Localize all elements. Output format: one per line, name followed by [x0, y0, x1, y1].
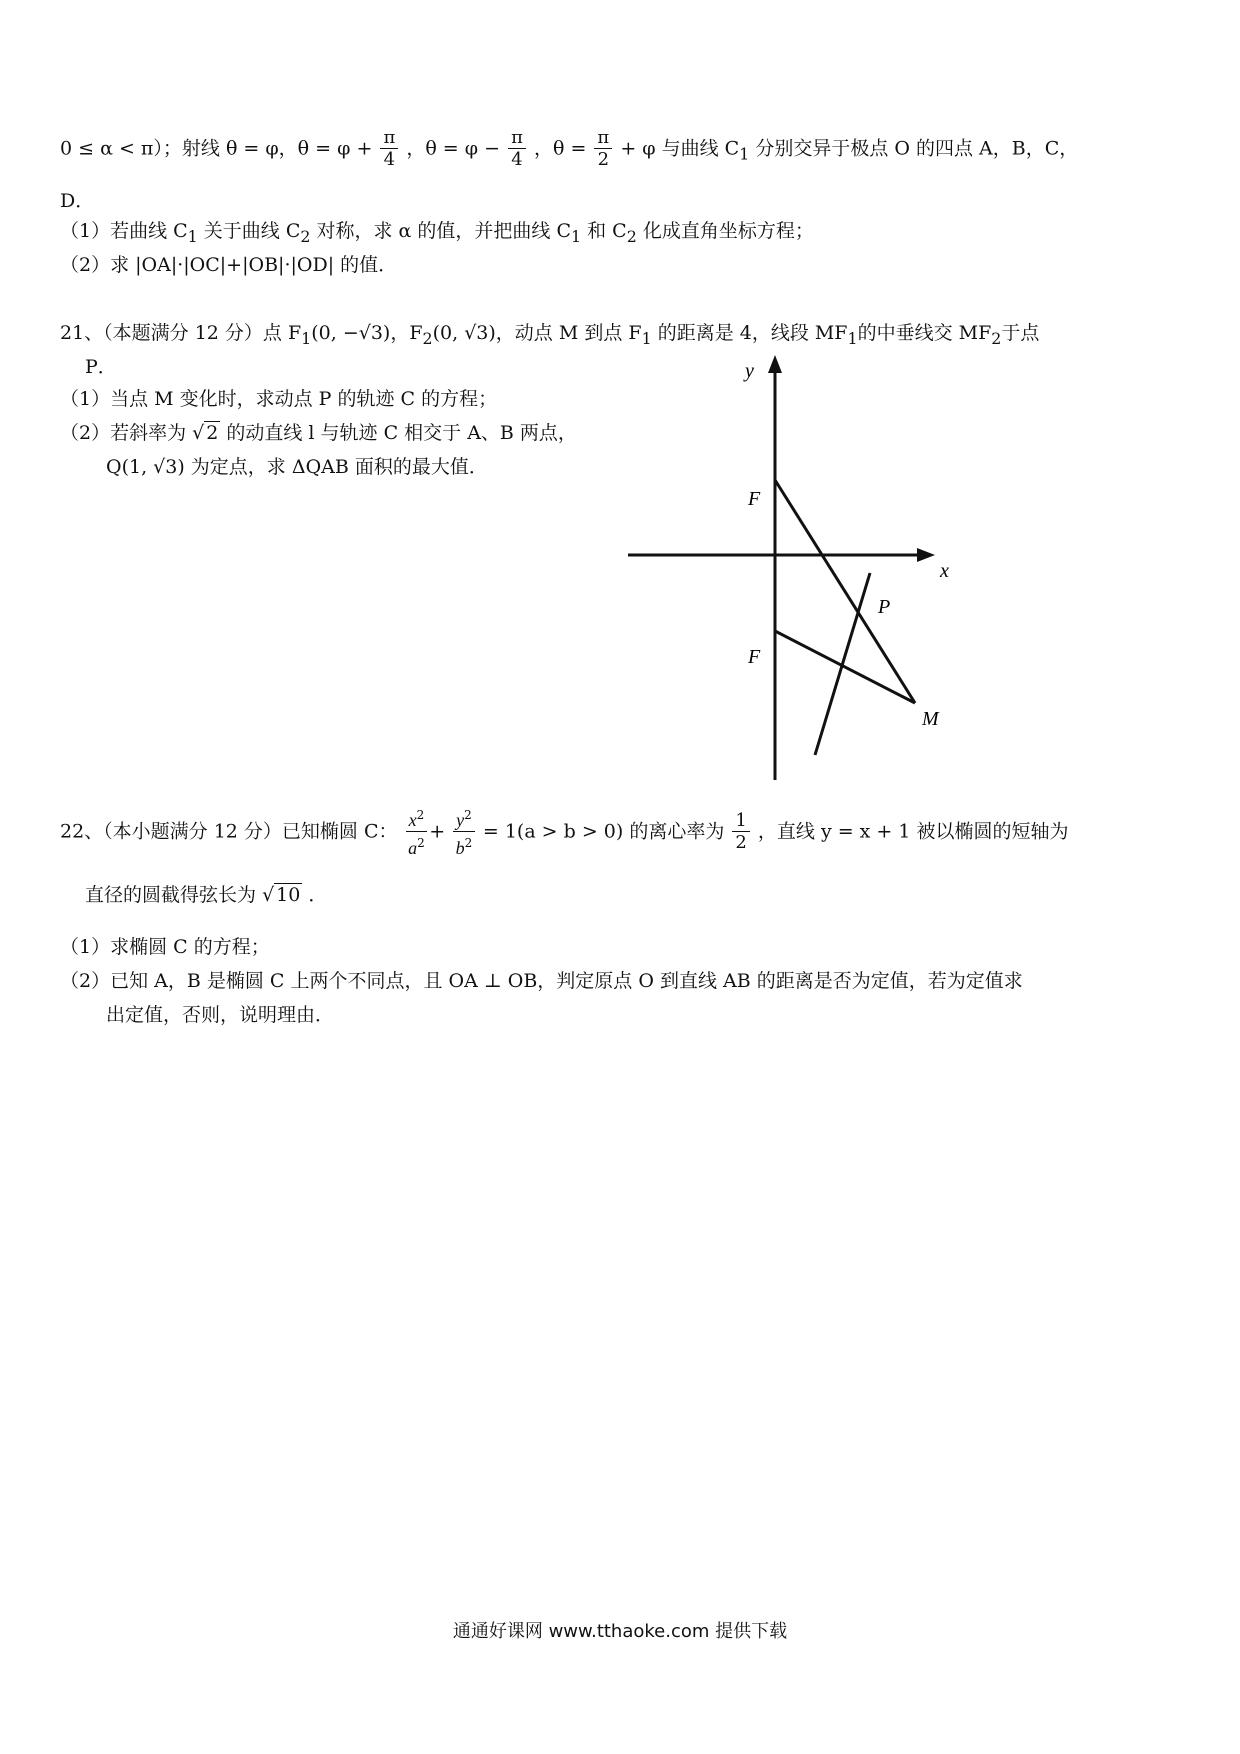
q22-line2: 直径的圆截得弦长为 √ 10 ． — [85, 880, 327, 910]
sqrt-10: √ 10 — [262, 884, 301, 906]
q20-part2: （2）求 |OA|·|OC|+|OB|·|OD| 的值． — [60, 254, 398, 276]
q21-part2: （2）若斜率为 √ 2 的动直线 l 与轨迹 C 相交于 A、B 两点， — [60, 418, 577, 448]
q20-text-e: 分别交异于极点 O 的四点 A，B，C， — [755, 137, 1079, 160]
f-upper-label: F — [748, 488, 761, 510]
q21-line2: P． — [85, 356, 117, 378]
f-lower-label: F — [748, 646, 761, 668]
q20-text-c: ，θ = — [533, 137, 587, 160]
q20-part1: （1）若曲线 $C_1$ 关于曲线 $C_2$ 对称，求 α 的值，并把曲线 $C_1$ 和 $C_2$ 化成直角坐标方程； — [60, 220, 814, 246]
segment-f-upper-m — [775, 480, 915, 703]
y-axis-arrow — [768, 355, 782, 373]
q22-head: 22、（本小题满分 12 分）已知椭圆 C： $\frac{x^2}{a^2}$ + $\frac{y^2}{b^2}$ = 1(a > b > 0) 的离心率为 $\frac{1}{2}$ ，直线 y = x + 1 被以椭圆的短轴为 — [60, 805, 1069, 860]
m-label: M — [922, 708, 939, 730]
q20-frac-pi-4-a: $\frac{\pi}{4}$ — [380, 128, 398, 171]
x-axis-arrow — [917, 548, 935, 562]
q20-text-d: + φ 与曲线 C — [620, 137, 740, 160]
q20-text-b: ，θ = φ − — [406, 137, 501, 160]
p-label: P — [878, 596, 891, 618]
x-axis-label: x — [940, 560, 949, 582]
frac-one-half: $\frac{1}{2}$ — [732, 811, 749, 854]
q22-part2: （2）已知 A，B 是椭圆 C 上两个不同点，且 OA ⊥ OB，判定原点 O 到直线 AB 的距离是否为定值，若为定值求 — [60, 970, 1023, 992]
q20-line2: D． — [60, 190, 95, 212]
q20-text-a: 0 ≤ α < π）；射线 θ = φ，θ = φ + — [60, 137, 373, 160]
perpendicular-bisector — [815, 573, 870, 755]
q20-line1: 0 ≤ α < π）；射线 θ = φ，θ = φ + $\frac{\pi}{4}$ ，θ = φ − $\frac{\pi}{4}$ ，θ = $\frac{\pi}{2}$ + φ 与曲线 $C_1$ 分别交异于极点 O 的四点 A，B，C， — [60, 127, 1079, 170]
q22-part2-cont: 出定值，否则，说明理由． — [106, 1004, 335, 1026]
y-axis-label: y — [745, 360, 754, 382]
frac-x2-a2: $\frac{x^2}{a^2}$ — [406, 805, 428, 860]
q22-part1: （1）求椭圆 C 的方程； — [60, 936, 270, 958]
q21-part2-cont: Q(1, √3) 为定点，求 ΔQAB 面积的最大值． — [106, 456, 488, 478]
frac-y2-b2: $\frac{y^2}{b^2}$ — [453, 805, 475, 860]
footer-source: 通通好课网 www.tthaoke.com 提供下载 — [452, 1621, 788, 1642]
sqrt-2: √ 2 — [192, 422, 219, 444]
q20-frac-pi-4-b: $\frac{\pi}{4}$ — [508, 128, 526, 171]
q20-frac-pi-2: $\frac{\pi}{2}$ — [594, 128, 612, 171]
q21-head: 21、（本题满分 12 分）点 $F_1(0$, −√3)，$F_2(0$, √3)，动点 M 到点 $F_1$ 的距离是 4，线段 $MF_1$的中垂线交 $MF_2$于点 — [60, 322, 1040, 348]
q21-part1: （1）当点 M 变化时，求动点 P 的轨迹 C 的方程； — [60, 388, 498, 410]
coordinate-figure — [620, 355, 960, 795]
